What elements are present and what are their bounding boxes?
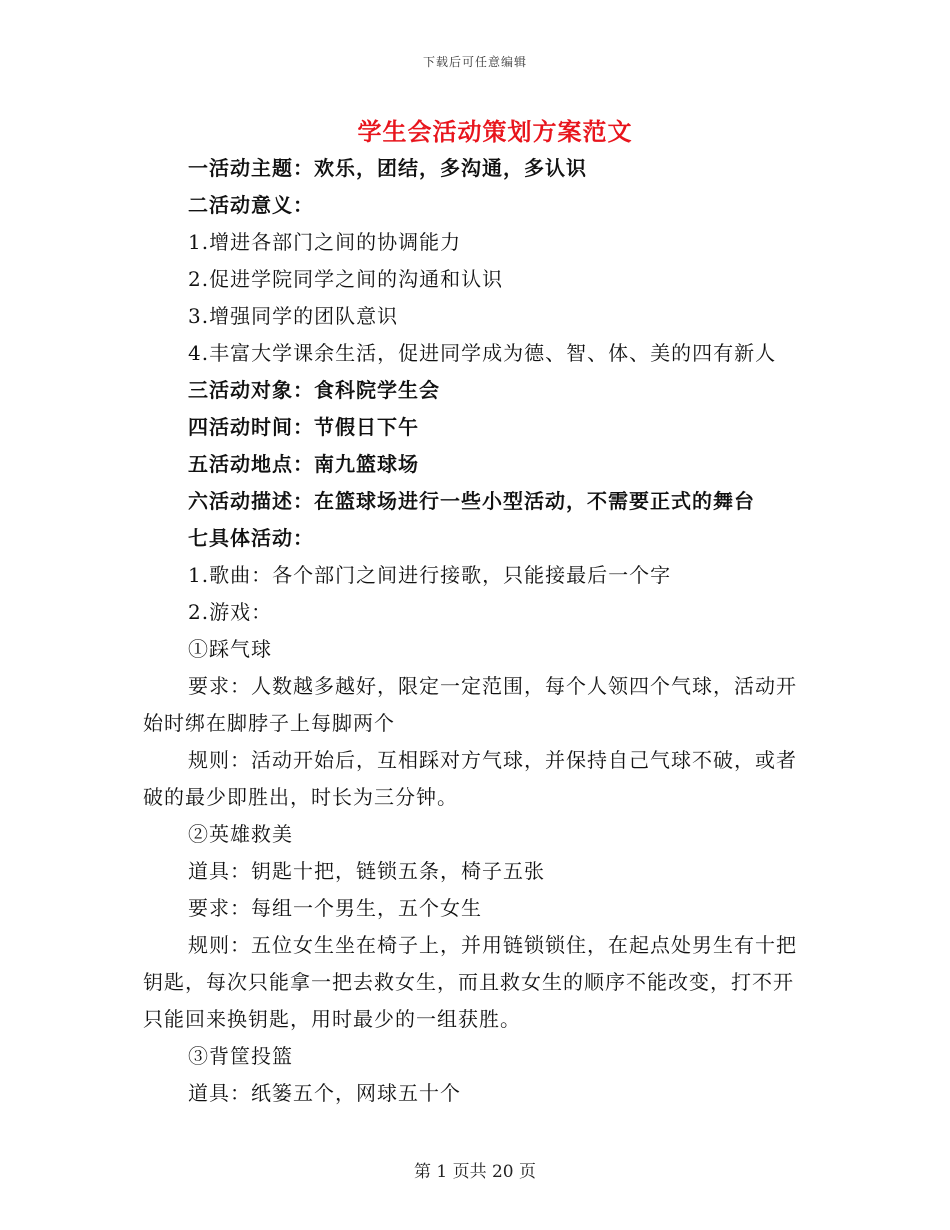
list-item: 要求：每组一个男生，五个女生 [188,896,482,920]
game-title: ③背筐投篮 [188,1044,293,1068]
document-title: 学生会活动策划方案范文 [357,117,633,146]
section-location: 五活动地点：南九篮球场 [188,452,419,476]
game-title: ②英雄救美 [188,822,293,846]
section-description: 六活动描述：在篮球场进行一些小型活动，不需要正式的舞台 [188,489,755,513]
list-item: 3.增强同学的团队意识 [188,304,399,328]
list-item: 2.促进学院同学之间的沟通和认识 [188,267,504,291]
header-note: 下载后可任意编辑 [422,55,527,69]
list-item: 1.增进各部门之间的协调能力 [188,230,462,254]
section-activities: 七具体活动： [188,526,314,550]
paragraph: 要求：人数越多越好，限定一定范围，每个人领四个气球，活动开始时绑在脚脖子上每脚两个 [143,674,797,735]
list-item: 1.歌曲：各个部门之间进行接歌，只能接最后一个字 [188,563,672,587]
paragraph: 规则：活动开始后，互相踩对方气球，并保持自己气球不破，或者破的最少即胜出，时长为三分钟。 [143,748,797,809]
section-significance: 二活动意义： [188,193,314,217]
section-theme: 一活动主题：欢乐，团结，多沟通，多认识 [188,156,587,180]
page-footer: 第 1 页共 20 页 [413,1162,537,1182]
list-item: 道具：纸篓五个，网球五十个 [188,1081,461,1105]
paragraph: 规则：五位女生坐在椅子上，并用链锁锁住，在起点处男生有十把钥匙，每次只能拿一把去救女生，而且救女生的顺序不能改变，打不开只能回来换钥匙，用时最少的一组获胜。 [143,933,797,1031]
list-item: 道具：钥匙十把，链锁五条，椅子五张 [188,859,545,883]
game-title: ①踩气球 [188,637,272,661]
list-item: 4.丰富大学课余生活，促进同学成为德、智、体、美的四有新人 [188,341,777,365]
document-body [143,150,803,1112]
list-item: 2.游戏： [188,600,273,624]
section-time: 四活动时间：节假日下午 [188,415,419,439]
section-target: 三活动对象：食科院学生会 [188,378,440,402]
